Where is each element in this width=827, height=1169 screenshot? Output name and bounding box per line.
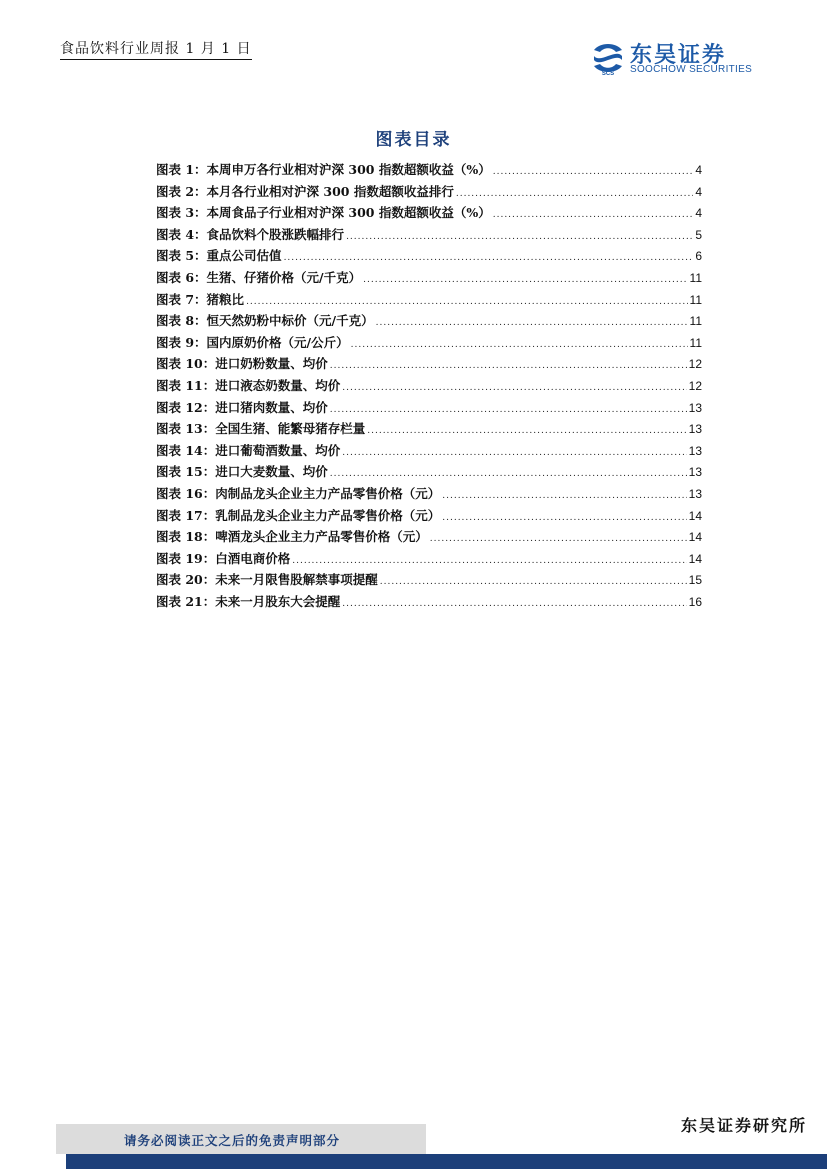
toc-entry[interactable]	[156, 441, 702, 463]
toc-entry[interactable]	[156, 419, 702, 441]
toc-entry-label: 图表 18：啤酒龙头企业主力产品零售价格（元）	[156, 529, 428, 545]
toc-entry[interactable]	[156, 333, 702, 355]
toc-leader-dots	[342, 448, 686, 458]
toc-entry-page: 5	[695, 227, 702, 242]
toc-entry[interactable]	[156, 246, 702, 268]
toc-leader-dots	[342, 599, 686, 609]
toc-entry-page: 11	[689, 335, 702, 350]
toc-entry-page: 14	[688, 508, 702, 523]
toc-leader-dots	[442, 491, 686, 501]
toc-entry[interactable]	[156, 182, 702, 204]
footer-disclaimer-box	[56, 1124, 426, 1154]
toc-entry[interactable]	[156, 527, 702, 549]
toc-entry-label: 图表 16：肉制品龙头企业主力产品零售价格（元）	[156, 485, 441, 501]
soochow-logo	[590, 40, 770, 80]
toc-entry-label: 图表 4：食品饮料个股涨跌幅排行	[156, 226, 345, 242]
toc-leader-dots	[380, 577, 687, 587]
toc-entry[interactable]	[156, 506, 702, 528]
toc-entry-label: 图表 5：重点公司估值	[156, 248, 282, 264]
toc-entry[interactable]	[156, 592, 702, 614]
toc-entry-label: 图表 12：进口猪肉数量、均价	[156, 399, 328, 415]
toc-entry[interactable]	[156, 354, 702, 376]
logo-chinese-name: 东吴证券	[630, 43, 727, 68]
toc-entry-page: 4	[695, 206, 702, 221]
toc-leader-dots	[376, 318, 688, 328]
toc-leader-dots	[246, 297, 687, 307]
toc-leader-dots	[284, 253, 694, 263]
toc-entry-label: 图表 6：生猪、仔猪价格（元/千克）	[156, 269, 362, 285]
toc-entry-page: 11	[689, 292, 702, 307]
toc-leader-dots	[330, 361, 687, 371]
toc-leader-dots	[342, 383, 686, 393]
toc-leader-dots	[330, 469, 687, 479]
logo-english-name: SOOCHOW SECURITIES	[630, 64, 753, 75]
toc-entry[interactable]	[156, 549, 702, 571]
toc-entry-label: 图表 17：乳制品龙头企业主力产品零售价格（元）	[156, 507, 441, 523]
toc-leader-dots	[442, 513, 686, 523]
toc-entry-page: 4	[695, 163, 702, 177]
toc-entry-page: 13	[688, 422, 702, 437]
toc-entry-page: 16	[688, 594, 702, 609]
toc-entry[interactable]	[156, 570, 702, 592]
toc-entry[interactable]	[156, 376, 702, 398]
toc-leader-dots	[367, 426, 686, 436]
toc-entry-page: 13	[688, 486, 702, 501]
toc-leader-dots	[493, 167, 694, 177]
toc-entry[interactable]	[156, 225, 702, 247]
toc-leader-dots	[363, 275, 687, 285]
toc-entry[interactable]	[156, 462, 702, 484]
toc-entry[interactable]	[156, 160, 702, 182]
toc-entry-page: 4	[695, 184, 702, 199]
footer-disclaimer-text: 请务必阅读正文之后的免责声明部分	[124, 1133, 341, 1148]
toc-entry[interactable]	[156, 203, 702, 225]
toc-leader-dots	[346, 232, 693, 242]
scs-logo-icon	[590, 40, 626, 76]
toc-entry-page: 15	[688, 573, 702, 588]
toc-entry-label: 图表 21：未来一月股东大会提醒	[156, 593, 341, 609]
logo-mark-text: SCS	[601, 71, 615, 76]
toc-list	[156, 160, 702, 613]
toc-entry-page: 13	[688, 443, 702, 458]
toc-entry-label: 图表 7：猪粮比	[156, 291, 245, 307]
toc-leader-dots	[330, 405, 687, 415]
toc-entry-page: 6	[695, 249, 702, 264]
toc-entry[interactable]	[156, 398, 702, 420]
toc-entry[interactable]	[156, 484, 702, 506]
toc-leader-dots	[430, 534, 687, 544]
toc-entry-label: 图表 20：未来一月限售股解禁事项提醒	[156, 572, 378, 588]
toc-entry-label: 图表 13：全国生猪、能繁母猪存栏量	[156, 421, 366, 437]
toc-entry-label: 图表 14：进口葡萄酒数量、均价	[156, 442, 341, 458]
toc-entry-label: 图表 15：进口大麦数量、均价	[156, 464, 328, 480]
toc-entry[interactable]	[156, 290, 702, 312]
toc-entry-page: 11	[689, 270, 702, 285]
toc-entry-label: 图表 19：白酒电商价格	[156, 550, 291, 566]
toc-heading: 图表目录	[375, 130, 452, 150]
toc-entry-label: 图表 2：本月各行业相对沪深 300 指数超额收益排行	[156, 183, 454, 199]
footer-company-name: 东吴证券研究所	[681, 1116, 808, 1135]
toc-leader-dots	[351, 340, 688, 350]
toc-entry-label: 图表 1：本周申万各行业相对沪深 300 指数超额收益（%）	[156, 162, 491, 177]
toc-entry-page: 11	[689, 314, 702, 329]
toc-entry-page: 12	[688, 378, 702, 393]
report-header-title: 食品饮料行业周报 1 月 1 日	[60, 38, 252, 60]
toc-entry-label: 图表 9：国内原奶价格（元/公斤）	[156, 334, 349, 350]
toc-entry-label: 图表 10：进口奶粉数量、均价	[156, 356, 328, 372]
toc-leader-dots	[292, 556, 686, 566]
toc-entry-page: 13	[688, 400, 702, 415]
toc-entry-label: 图表 3：本周食品子行业相对沪深 300 指数超额收益（%）	[156, 205, 491, 221]
toc-entry-page: 13	[688, 465, 702, 480]
toc-leader-dots	[456, 189, 693, 199]
toc-entry-page: 14	[688, 551, 702, 566]
toc-entry[interactable]	[156, 311, 702, 333]
footer-bar	[66, 1154, 827, 1169]
toc-leader-dots	[493, 210, 694, 220]
toc-entry-label: 图表 8：恒天然奶粉中标价（元/千克）	[156, 313, 374, 329]
toc-entry[interactable]	[156, 268, 702, 290]
toc-entry-page: 12	[688, 357, 702, 372]
toc-entry-label: 图表 11：进口液态奶数量、均价	[156, 377, 341, 393]
toc-entry-page: 14	[688, 530, 702, 545]
